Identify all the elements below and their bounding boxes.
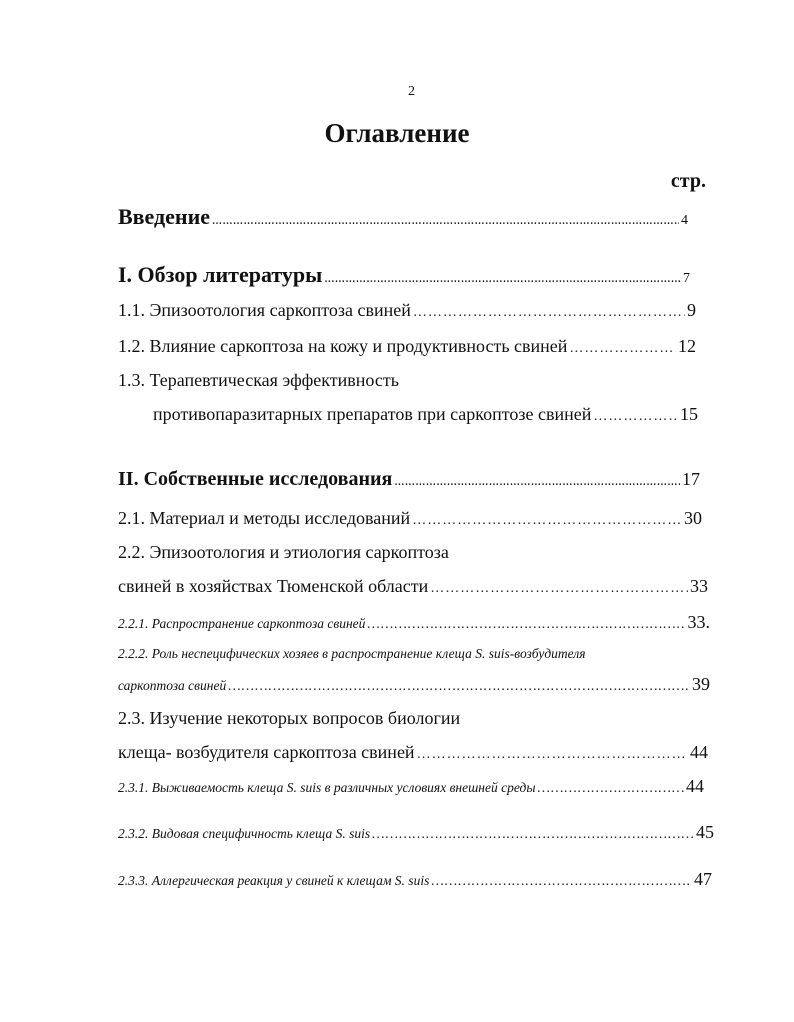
toc-entry-label: 2.2.1. Распространение саркоптоза свиней [118,616,366,631]
dot-leader [394,477,680,488]
toc-entry-introduction[interactable] [118,204,688,230]
toc-entry-label: 2.3.2. Видовая специфичность клеща S. suis [118,826,371,841]
toc-entry-label: 2.3.1. Выживаемость клеща S. suis в различных условиях внешней среды [118,780,536,795]
toc-entry-2-2-2-line1[interactable]: 2.2.2. Роль неспецифических хозяев в распространение клеща S. suis-возбудителя [118,646,586,661]
toc-entry-label: Введение [118,204,211,229]
toc-entry-page: 30 [684,508,702,528]
toc-entry-page: 44 [690,742,708,762]
dot-leader [417,747,688,763]
page-title: Оглавление [324,118,470,148]
dot-leader [412,513,682,529]
toc-entry-2-3-line1[interactable]: 2.3. Изучение некоторых вопросов биологии [118,708,461,728]
toc-entry-1-3-line1[interactable]: 1.3. Терапевтическая эффективность [118,370,399,390]
toc-entry-page: 33. [687,612,710,632]
toc-entry-1-3[interactable] [153,404,698,425]
toc-entry-2-2[interactable] [118,576,708,597]
toc-entry-page: 12 [678,336,696,356]
toc-entry-page: 47 [694,869,712,889]
dot-leader [538,781,685,797]
toc-entry-label: I. Обзор литературы [118,262,323,287]
toc-entry-label: 1.2. Влияние саркоптоза на кожу и продуктивность свиней [118,336,568,356]
toc-entry-page: 9 [687,300,696,320]
toc-entry-label: II. Собственные исследования [118,468,393,490]
toc-entry-label: противопаразитарных препаратов при саркоптозе свиней [153,404,592,424]
toc-entry-label: клеща- возбудителя саркоптоза свиней [118,742,415,762]
dot-leader [430,581,688,597]
toc-entry-page: 44 [686,776,704,796]
toc-entry-page: 17 [682,469,700,489]
toc-entry-2-1[interactable] [118,508,702,529]
toc-entry-page: 15 [680,404,698,424]
page-column-label: стр. [670,170,706,192]
dot-leader [228,679,690,695]
toc-entry-chapter-2[interactable] [118,468,700,491]
toc-entry-label: свиней в хозяйствах Тюменской области [118,576,429,596]
dot-leader [324,274,681,285]
toc-entry-2-3-3[interactable] [118,869,712,890]
toc-entry-2-3-1[interactable] [118,776,704,797]
dot-leader [372,827,694,843]
toc-entry-page: 33 [690,576,708,596]
dot-leader [431,874,692,890]
toc-entry-label: 2.1. Материал и методы исследований [118,508,411,528]
toc-entry-2-3-2[interactable] [118,822,714,843]
toc-entry-page: 39 [692,674,710,694]
toc-entry-1-2[interactable] [118,336,696,357]
toc-entry-2-2-1[interactable] [118,612,710,633]
toc-entry-label: 2.3.3. Аллергическая реакция у свиней к клещам S. suis [118,873,430,888]
toc-entry-page: 45 [696,822,714,842]
toc-entry-page: 7 [683,271,690,286]
toc-entry-page: 4 [681,213,688,228]
dot-leader [593,409,678,425]
page-number: 2 [408,84,415,99]
dot-leader [367,617,685,633]
dot-leader [212,216,679,227]
toc-entry-2-2-line1[interactable]: 2.2. Эпизоотология и этиология саркоптоза [118,542,449,562]
toc-entry-label: саркоптоза свиней [118,678,227,693]
toc-entry-2-3[interactable] [118,742,708,763]
dot-leader [413,305,685,321]
toc-entry-1-1[interactable] [118,300,696,321]
toc-entry-2-2-2[interactable] [118,674,710,695]
toc-entry-label: 1.1. Эпизоотология саркоптоза свиней [118,300,411,320]
dot-leader [569,341,676,357]
toc-entry-chapter-1[interactable] [118,262,690,288]
